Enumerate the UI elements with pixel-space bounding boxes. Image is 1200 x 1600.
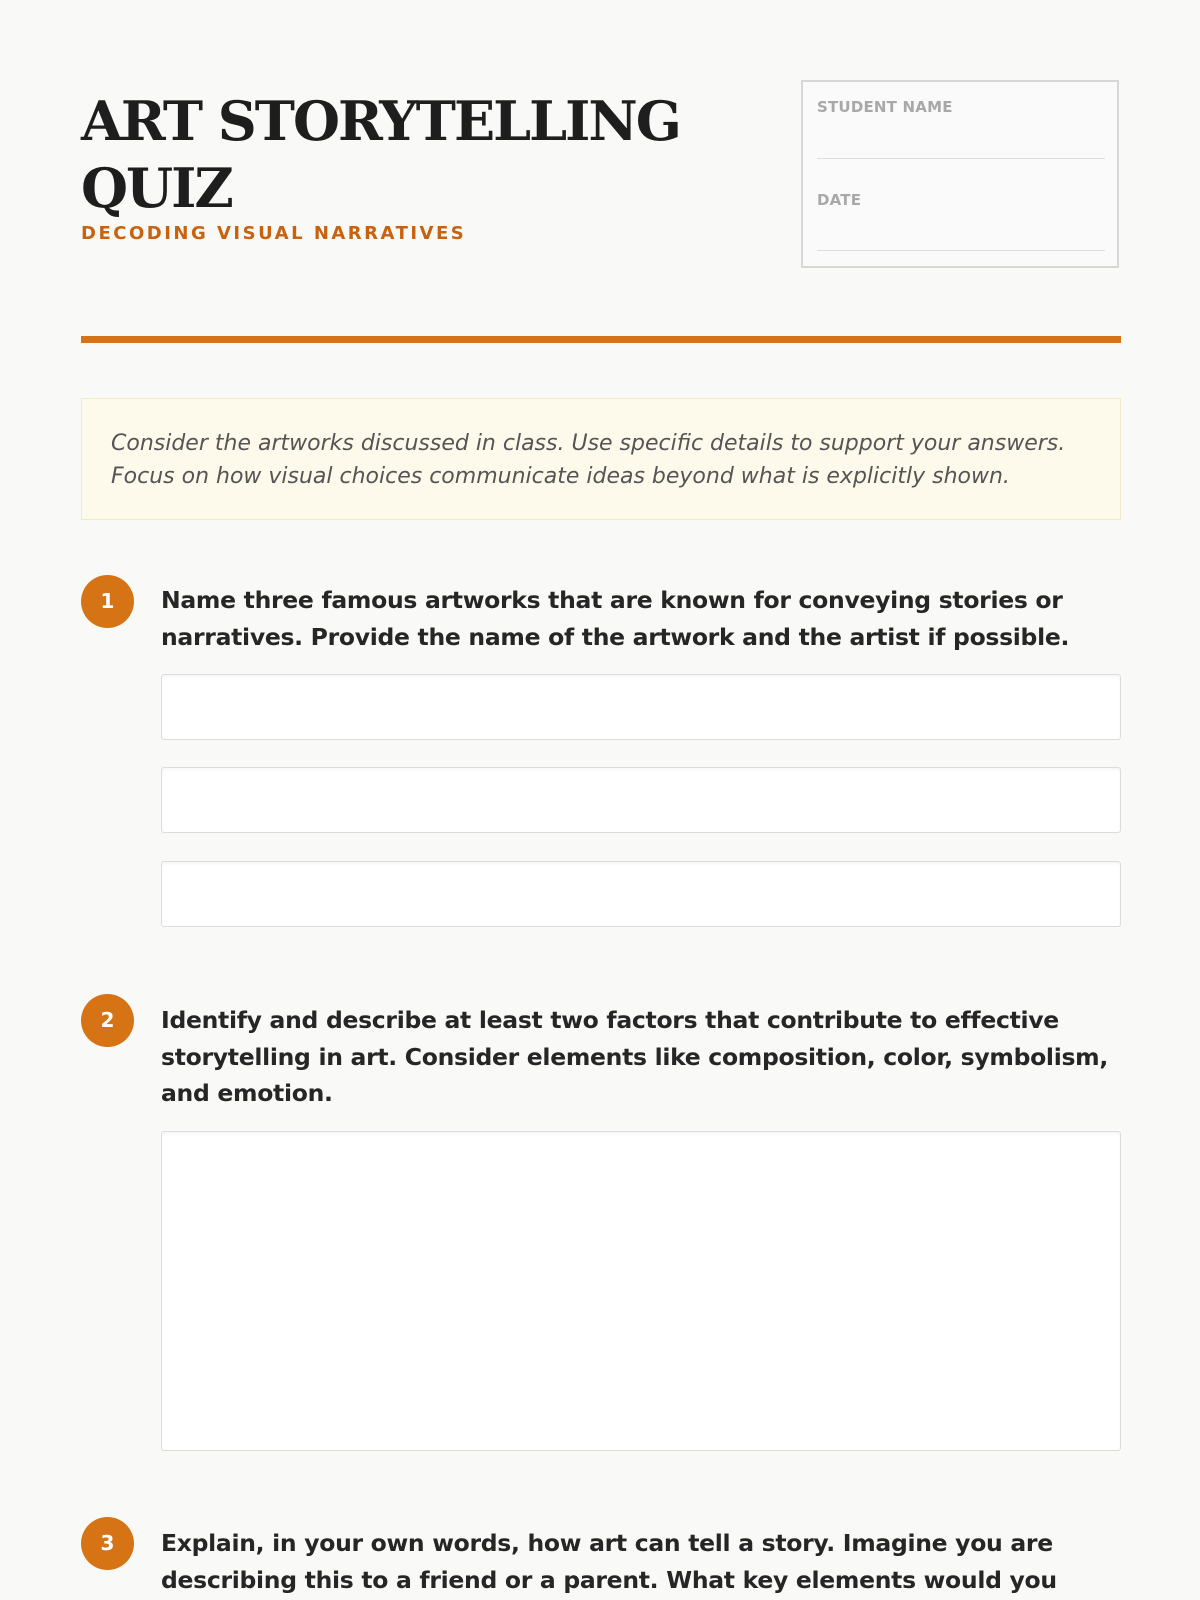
header-divider [81,336,1121,343]
question-number-badge: 1 [81,575,134,628]
page-title: ART STORYTELLING QUIZ [81,89,680,220]
student-name-field[interactable] [817,98,1105,116]
instructions-box [81,398,1121,520]
date-label: DATE [817,191,862,209]
page-subtitle: DECODING VISUAL NARRATIVES [81,223,467,244]
answer-textarea[interactable] [161,1131,1121,1451]
question-text: Name three famous artworks that are known for conveying stories or narratives. Provide the name of the artwork and the artist if possible. [161,586,1070,651]
student-info-box [801,80,1119,268]
quiz-page [81,0,1121,1594]
quiz-header [81,0,1121,345]
answer-input-3[interactable] [161,861,1121,927]
instructions-line-2: Focus on how visual choices communicate ideas beyond what is explicitly shown. [111,464,1010,489]
answer-input-2[interactable] [161,767,1121,833]
student-name-label: STUDENT NAME [817,98,953,116]
instructions-line-1: Consider the artworks discussed in class. Use specific details to support your answers. [111,431,1066,456]
question-text: Explain, in your own words, how art can tell a story. Imagine you are describing this to a friend or a parent. What key elements would you [161,1529,1057,1594]
date-underline [817,250,1105,251]
answer-input-1[interactable] [161,674,1121,740]
date-field[interactable] [817,191,1105,209]
question-text: Identify and describe at least two factors that contribute to effective storytelling in art. Consider elements like composition, color, symbolism, and emotion. [161,1006,1108,1107]
student-name-underline [817,158,1105,159]
question-number-badge: 2 [81,994,134,1047]
question-number-badge: 3 [81,1517,134,1570]
